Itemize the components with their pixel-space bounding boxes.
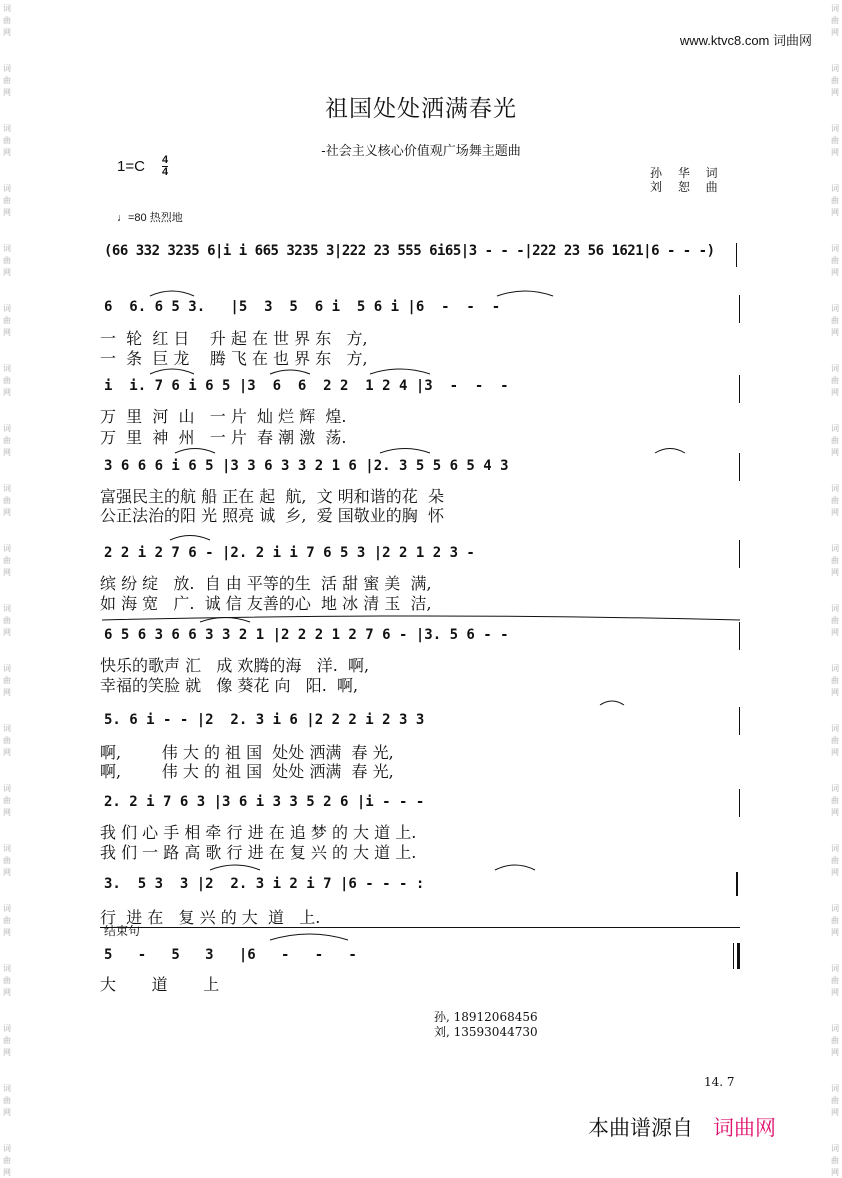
notes-line-9: 5 - 5 3 |6 - - - <box>104 947 357 963</box>
watermark-char: 词 <box>3 304 11 313</box>
slur <box>170 536 210 541</box>
time-sig-top: 4 <box>162 154 169 166</box>
slur <box>150 291 194 296</box>
watermark-char: 词 <box>831 244 839 253</box>
key-signature: 1=C <box>117 158 145 175</box>
watermark-char: 曲 <box>3 16 11 25</box>
notes-line-7: 2. 2 i 7 6 3 |3 6 i 3 3 5 2 6 |i - - - <box>104 794 425 810</box>
watermark-char: 网 <box>831 988 839 997</box>
watermark-char: 词 <box>3 904 11 913</box>
watermark-char: 曲 <box>831 1156 839 1165</box>
watermark-char: 曲 <box>831 496 839 505</box>
ending-label: 结束句 <box>104 924 141 938</box>
lyrics-6-verse-2: 啊, 伟 大 的 祖 国 处处 洒满 春 光, <box>100 762 394 781</box>
watermark-char: 网 <box>3 688 11 697</box>
watermark-char: 词 <box>3 544 11 553</box>
watermark-char: 曲 <box>3 676 11 685</box>
watermark-char: 词 <box>3 1024 11 1033</box>
watermark-char: 词 <box>831 184 839 193</box>
watermark-char: 曲 <box>831 796 839 805</box>
watermark-char: 曲 <box>3 436 11 445</box>
watermark-char: 网 <box>831 688 839 697</box>
lyrics-3-verse-2: 公正法治的阳 光 照亮 诚 乡, 爱 国敬业的胸 怀 <box>100 506 444 525</box>
watermark-char: 曲 <box>831 916 839 925</box>
watermark-char: 曲 <box>3 796 11 805</box>
lyrics-1-verse-1: 一 轮 红 日 升 起 在 世 界 东 方, <box>100 329 368 348</box>
watermark-char: 词 <box>831 544 839 553</box>
song-title: 祖国处处洒满春光 <box>325 96 517 122</box>
watermark-char: 词 <box>3 244 11 253</box>
watermark-char: 曲 <box>831 616 839 625</box>
watermark-char: 曲 <box>831 76 839 85</box>
watermark-char: 曲 <box>3 736 11 745</box>
watermark-char: 词 <box>3 844 11 853</box>
watermark-char: 词 <box>831 964 839 973</box>
contact-sun: 孙, 18912068456 <box>434 1010 538 1024</box>
page-number: 14. 7 <box>704 1075 735 1089</box>
lyrics-2-verse-2: 万 里 神 州 一 片 春 潮 激 荡. <box>100 428 347 447</box>
watermark-char: 网 <box>3 1108 11 1117</box>
slur <box>600 701 624 705</box>
lyrics-2-verse-1: 万 里 河 山 一 片 灿 烂 辉 煌. <box>100 407 347 426</box>
watermark-char: 词 <box>3 424 11 433</box>
watermark-char: 网 <box>831 148 839 157</box>
notes-line-5: 6 5 6 3 6 6 3 3 2 1 |2 2 2 1 2 7 6 - |3. 5 6 - - <box>104 627 509 643</box>
watermark-char: 网 <box>3 628 11 637</box>
watermark-char: 词 <box>831 364 839 373</box>
slur <box>497 291 553 296</box>
watermark-char: 曲 <box>3 1036 11 1045</box>
site-url[interactable]: www.ktvc8.com 词曲网 <box>679 33 812 48</box>
watermark-char: 词 <box>831 1024 839 1033</box>
slur <box>270 370 310 374</box>
watermark-char: 词 <box>3 184 11 193</box>
watermark-char: 词 <box>3 124 11 133</box>
watermark-char: 网 <box>831 868 839 877</box>
slur <box>655 449 685 454</box>
watermark-char: 网 <box>3 508 11 517</box>
watermark-char: 网 <box>3 268 11 277</box>
watermark-char: 网 <box>831 808 839 817</box>
watermark-char: 曲 <box>831 16 839 25</box>
notes-line-8: 3. 5 3 3 |2 2. 3 i 2 i 7 |6 - - - : <box>104 876 425 892</box>
watermark-char: 曲 <box>831 1036 839 1045</box>
slur <box>495 865 535 870</box>
notes-line-3: 3 6 6 6 i 6 5 |3 3 6 3 3 2 1 6 |2. 3 5 5 6 5 4 3 <box>104 458 509 474</box>
watermark-char: 词 <box>3 1144 11 1153</box>
lyrics-3-verse-1: 富强民主的航 船 正在 起 航, 文 明和谐的花 朵 <box>100 487 444 506</box>
watermark-char: 网 <box>831 748 839 757</box>
watermark-char: 词 <box>831 424 839 433</box>
watermark-char: 曲 <box>3 616 11 625</box>
watermark-char: 网 <box>831 28 839 37</box>
watermark-char: 词 <box>831 664 839 673</box>
slur <box>175 449 215 454</box>
composer: 刘 恕 曲 <box>650 180 724 194</box>
watermark-char: 网 <box>831 628 839 637</box>
notes-line-1: 6 6. 6 5 3. |5 3 5 6 i 5 6 i |6 - - - <box>104 299 501 315</box>
watermark-char: 网 <box>3 88 11 97</box>
watermark-char: 词 <box>3 724 11 733</box>
watermark-char: 网 <box>831 88 839 97</box>
slur <box>210 865 260 870</box>
lyrics-7-verse-2: 我 们 一 路 高 歌 行 进 在 复 兴 的 大 道 上. <box>100 843 417 862</box>
watermark-char: 网 <box>831 1168 839 1177</box>
watermark-char: 曲 <box>3 196 11 205</box>
contacts <box>434 1010 538 1040</box>
slur <box>370 369 430 374</box>
watermark-char: 词 <box>831 304 839 313</box>
watermark-char: 网 <box>3 808 11 817</box>
watermark-char: 网 <box>831 928 839 937</box>
notes-line-2: i i. 7 6 i 6 5 |3 6 6 2 2 1 2 4 |3 - - - <box>104 378 509 394</box>
watermark-char: 词 <box>3 1084 11 1093</box>
watermark-char: 网 <box>3 148 11 157</box>
watermark-char: 曲 <box>831 676 839 685</box>
watermark-char: 曲 <box>3 976 11 985</box>
notes-line-6: 5. 6 i - - |2 2. 3 i 6 |2 2 2 i 2 3 3 <box>104 712 425 728</box>
lyrics-7-verse-1: 我 们 心 手 相 牵 行 进 在 追 梦 的 大 道 上. <box>100 823 417 842</box>
tempo-marking: ♩=80 热烈地 <box>117 212 183 224</box>
watermark-char: 曲 <box>831 736 839 745</box>
watermark-char: 曲 <box>3 856 11 865</box>
watermark-char: 曲 <box>831 556 839 565</box>
watermark-char: 网 <box>3 328 11 337</box>
watermark-char: 词 <box>831 904 839 913</box>
watermark-char: 网 <box>831 508 839 517</box>
watermark-char: 曲 <box>3 316 11 325</box>
watermark-char: 网 <box>831 208 839 217</box>
watermark-char: 网 <box>831 568 839 577</box>
watermark-char: 词 <box>831 64 839 73</box>
watermark-char: 曲 <box>3 556 11 565</box>
watermark-char: 词 <box>831 1084 839 1093</box>
source-credit <box>588 1112 776 1142</box>
watermark-char: 曲 <box>3 1156 11 1165</box>
watermark-char: 曲 <box>3 136 11 145</box>
watermark-char: 词 <box>831 1144 839 1153</box>
contact-liu: 刘, 13593044730 <box>434 1025 538 1039</box>
slur <box>102 616 740 620</box>
brand-link[interactable]: 词曲网 <box>713 1117 776 1140</box>
watermark-char: 词 <box>831 784 839 793</box>
watermark-char: 词 <box>3 604 11 613</box>
watermark-char: 曲 <box>831 856 839 865</box>
watermark-char: 网 <box>3 1168 11 1177</box>
watermark-char: 词 <box>3 484 11 493</box>
watermark-char: 词 <box>3 4 11 13</box>
lyrics-1-verse-2: 一 条 巨 龙 腾 飞 在 也 界 东 方, <box>100 349 368 368</box>
watermark-char: 词 <box>3 64 11 73</box>
watermark-char: 网 <box>3 1048 11 1057</box>
lyricist: 孙 华 词 <box>650 166 724 180</box>
watermark-char: 词 <box>3 964 11 973</box>
lyrics-6-verse-1: 啊, 伟 大 的 祖 国 处处 洒满 春 光, <box>100 743 394 762</box>
watermark-char: 词 <box>831 124 839 133</box>
watermark-char: 词 <box>831 724 839 733</box>
song-subtitle: -社会主义核心价值观广场舞主题曲 <box>321 144 521 159</box>
watermark-char: 词 <box>831 4 839 13</box>
slur <box>380 449 430 454</box>
watermark-char: 曲 <box>3 1096 11 1105</box>
watermark-char: 曲 <box>3 256 11 265</box>
watermark-char: 曲 <box>831 196 839 205</box>
watermark-char: 曲 <box>831 376 839 385</box>
watermark-char: 网 <box>3 568 11 577</box>
watermark-char: 曲 <box>831 436 839 445</box>
watermark-char: 词 <box>831 844 839 853</box>
watermark-char: 词 <box>831 484 839 493</box>
watermark-char: 词 <box>3 364 11 373</box>
time-sig-bottom: 4 <box>162 166 169 178</box>
watermark-char: 网 <box>3 388 11 397</box>
lyrics-8-verse-1: 行 进 在 复 兴 的 大 道 上. <box>100 908 321 927</box>
watermark-char: 网 <box>3 748 11 757</box>
watermark-char: 词 <box>3 784 11 793</box>
lyrics-5-verse-1: 快乐的歌声 汇 成 欢腾的海 洋. 啊, <box>100 656 370 675</box>
watermark-char: 曲 <box>831 316 839 325</box>
watermark-char: 曲 <box>3 916 11 925</box>
lyrics-4-verse-1: 缤 纷 绽 放. 自 由 平等的生 活 甜 蜜 美 满, <box>100 574 432 593</box>
lyrics-4-verse-2: 如 海 宽 广. 诚 信 友善的心 地 冰 清 玉 洁, <box>100 594 432 613</box>
watermark-char: 网 <box>3 448 11 457</box>
watermark-char: 曲 <box>831 136 839 145</box>
watermark-char: 网 <box>831 1048 839 1057</box>
watermark-char: 网 <box>3 988 11 997</box>
watermark-char: 网 <box>3 868 11 877</box>
watermark-char: 曲 <box>3 76 11 85</box>
watermark-char: 曲 <box>831 256 839 265</box>
watermark-char: 网 <box>831 268 839 277</box>
watermark-char: 曲 <box>831 976 839 985</box>
watermark-char: 网 <box>3 208 11 217</box>
slur <box>270 934 348 940</box>
notes-line-4: 2 2 i 2 7 6 - |2. 2 i i 7 6 5 3 |2 2 1 2 3 - <box>104 545 475 561</box>
watermark-char: 网 <box>3 28 11 37</box>
watermark-char: 网 <box>831 388 839 397</box>
lyrics-9-verse-1: 大 道 上 <box>100 975 220 994</box>
watermark-char: 曲 <box>3 496 11 505</box>
watermark-char: 网 <box>831 1108 839 1117</box>
watermark-char: 网 <box>3 928 11 937</box>
intro-line: (66 332 3235 6|i i 665 3235 3|222 23 555 6i65|3 - - -|222 23 56 1621|6 - - -) <box>104 243 715 259</box>
watermark-char: 网 <box>831 448 839 457</box>
lyrics-5-verse-2: 幸福的笑脸 就 像 葵花 向 阳. 啊, <box>100 676 359 695</box>
watermark-char: 词 <box>3 664 11 673</box>
watermark-char: 曲 <box>831 1096 839 1105</box>
source-label: 本曲谱源自 <box>588 1117 693 1140</box>
watermark-char: 词 <box>831 604 839 613</box>
slur <box>150 369 194 374</box>
watermark-char: 网 <box>831 328 839 337</box>
watermark-char: 曲 <box>3 376 11 385</box>
